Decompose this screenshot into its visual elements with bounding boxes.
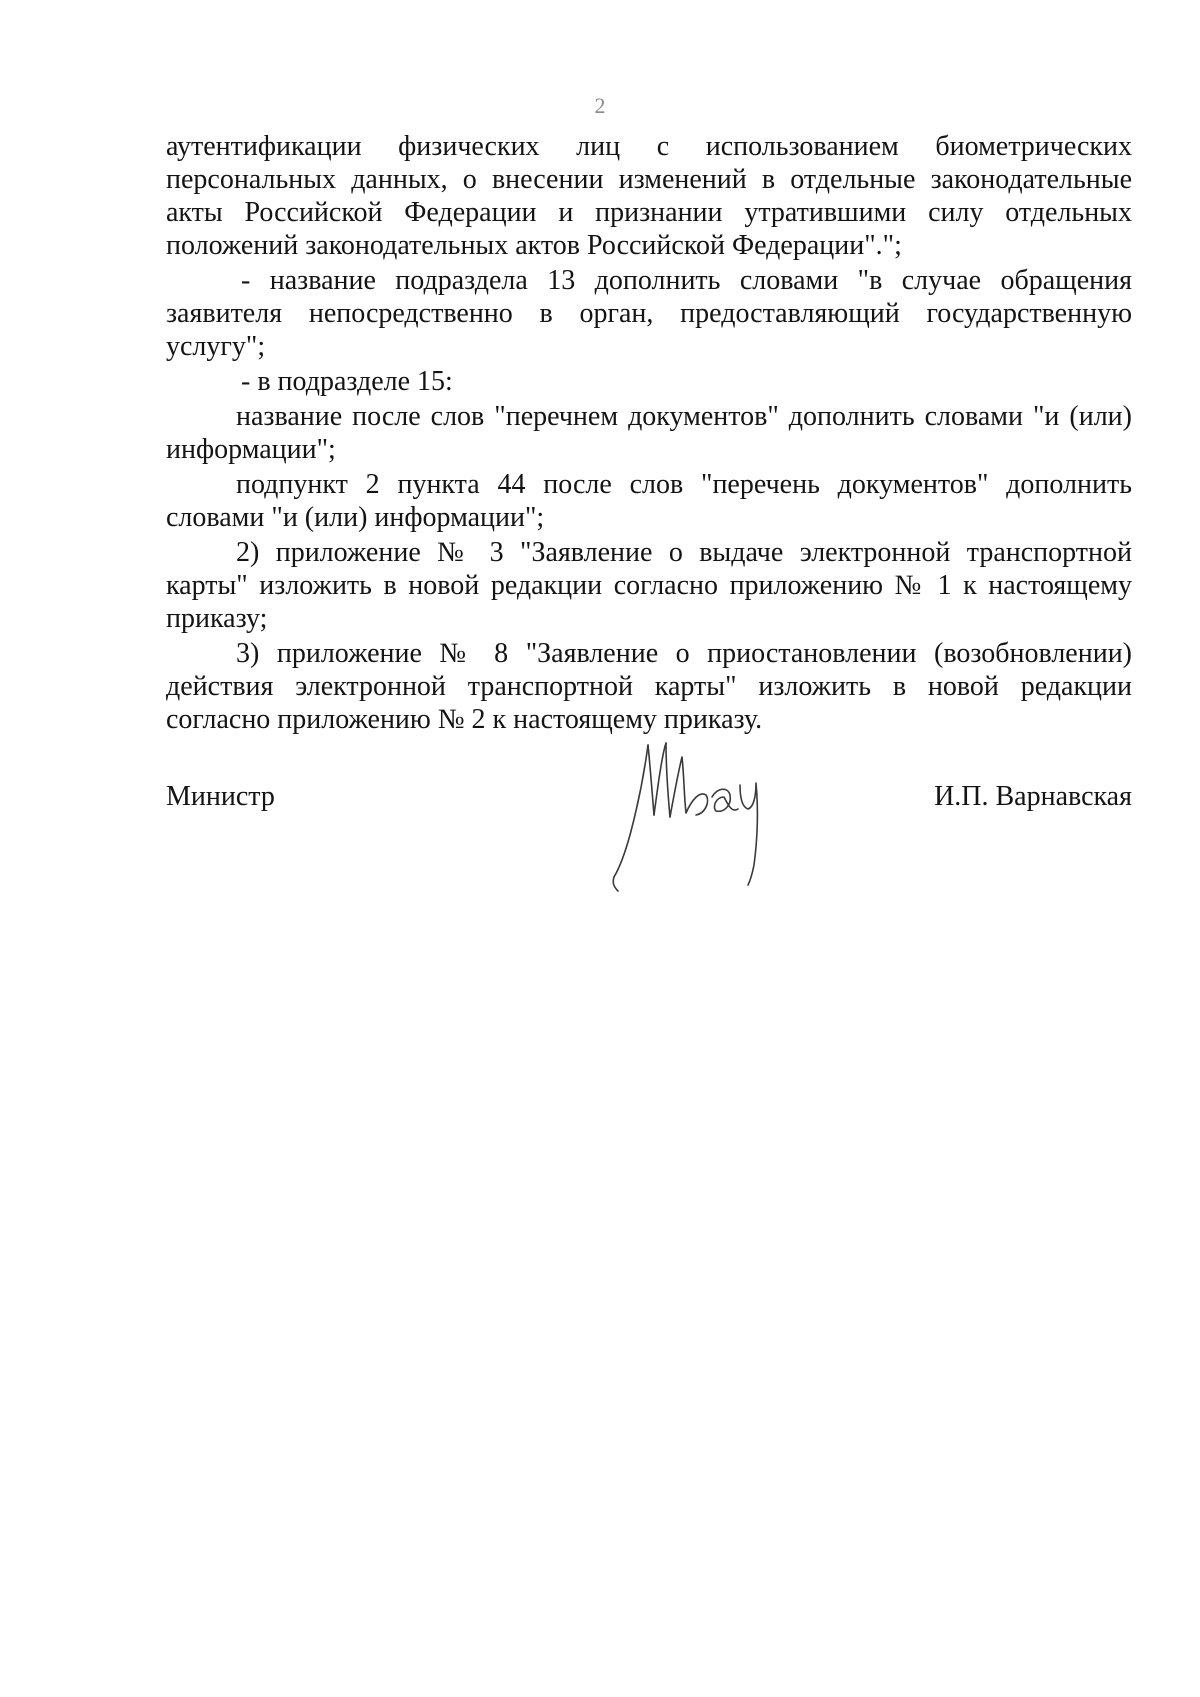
paragraph-title-change: название после слов "перечнем документов" дополнить словами "и (или) информации"; [166, 401, 1132, 465]
paragraph-subsection-13: - название подраздела 13 дополнить словами "в случае обращения заявителя непосредственно в орган, предоставляющий государственную услугу"; [166, 265, 1132, 362]
signatory-position: Министр [166, 781, 275, 812]
paragraph-appendix-3: 2) приложение № 3 "Заявление о выдаче электронной транспортной карты" изложить в новой редакции согласно приложению № 1 к настоящему приказу; [166, 537, 1132, 634]
paragraph-subpoint-2: подпункт 2 пункта 44 после слов "перечень документов" дополнить словами "и (или) информации"; [166, 469, 1132, 533]
signatory-name: И.П. Варнавская [934, 781, 1132, 812]
signature-block [166, 780, 1132, 820]
paragraph-appendix-8: 3) приложение № 8 "Заявление о приостановлении (возобновлении) действия электронной транспортной карты" изложить в новой редакции согласно приложению № 2 к настоящему приказу. [166, 638, 1132, 735]
paragraph-subsection-15: - в подразделе 15: [241, 366, 453, 397]
page-number: 2 [594, 93, 606, 118]
document-body [166, 130, 1132, 738]
paragraph-continuation: аутентификации физических лиц с использованием биометрических персональных данных, о внесении изменений в отдельные законодательные акты Российской Федерации и признании утратившими силу отдельных положений законодательных актов Российской Федерации"."; [166, 131, 1132, 261]
